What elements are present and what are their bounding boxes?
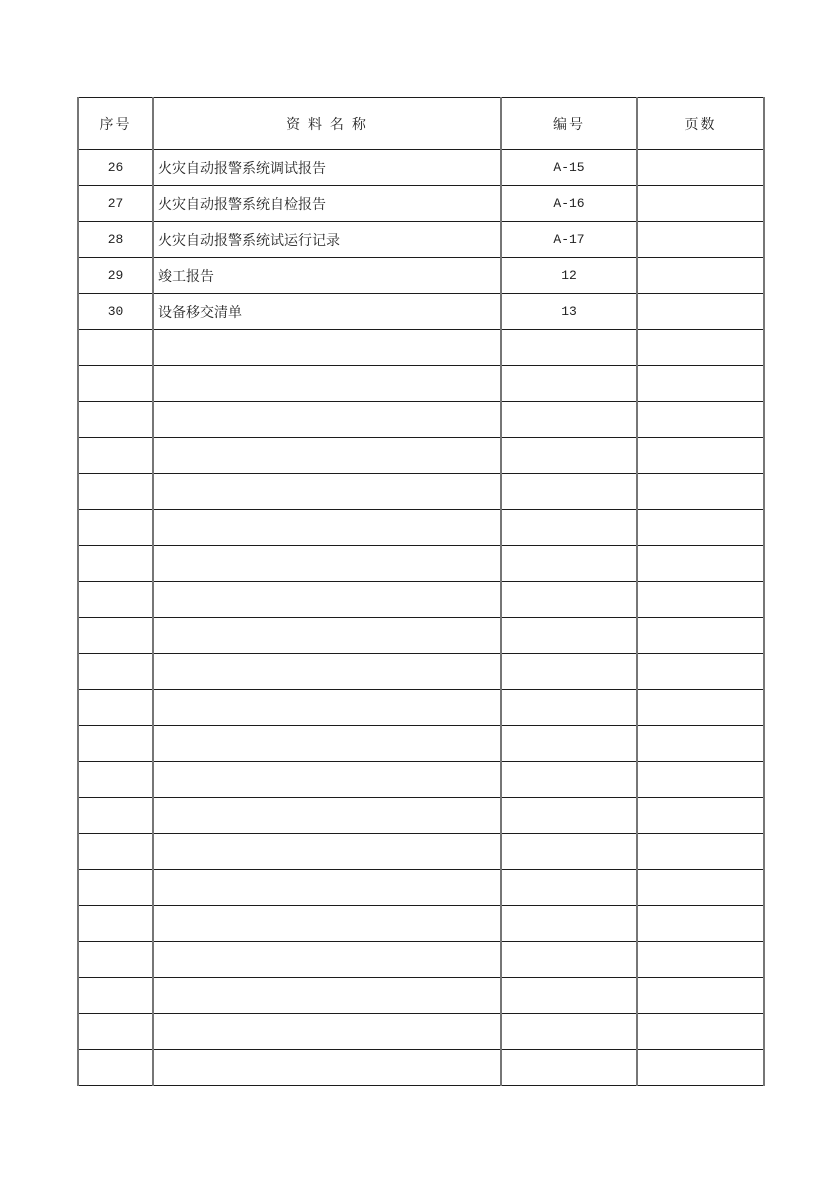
empty-row (78, 834, 764, 870)
empty-cell-pages (637, 978, 764, 1014)
empty-cell-code (501, 942, 637, 978)
empty-cell-code (501, 402, 637, 438)
empty-row (78, 654, 764, 690)
empty-row (78, 402, 764, 438)
empty-cell-code (501, 834, 637, 870)
header-cell-no: 序号 (78, 98, 153, 150)
empty-row (78, 510, 764, 546)
cell-name: 设备移交清单 (153, 294, 501, 330)
empty-cell-pages (637, 402, 764, 438)
empty-row (78, 762, 764, 798)
empty-cell-name (153, 870, 501, 906)
empty-cell-no (78, 510, 153, 546)
empty-cell-pages (637, 834, 764, 870)
empty-row (78, 870, 764, 906)
empty-row (78, 798, 764, 834)
empty-cell-name (153, 762, 501, 798)
empty-cell-no (78, 978, 153, 1014)
empty-cell-name (153, 402, 501, 438)
empty-cell-name (153, 366, 501, 402)
empty-cell-no (78, 690, 153, 726)
empty-cell-name (153, 654, 501, 690)
cell-pages (637, 294, 764, 330)
empty-row (78, 906, 764, 942)
empty-cell-no (78, 582, 153, 618)
empty-cell-code (501, 906, 637, 942)
cell-code: A-17 (501, 222, 637, 258)
empty-cell-name (153, 618, 501, 654)
materials-table (77, 97, 765, 1086)
empty-cell-no (78, 402, 153, 438)
empty-cell-pages (637, 438, 764, 474)
empty-row (78, 582, 764, 618)
cell-pages (637, 222, 764, 258)
empty-cell-pages (637, 942, 764, 978)
empty-row (78, 618, 764, 654)
empty-cell-no (78, 618, 153, 654)
empty-row (78, 942, 764, 978)
empty-cell-code (501, 330, 637, 366)
empty-cell-pages (637, 510, 764, 546)
empty-cell-name (153, 474, 501, 510)
empty-cell-pages (637, 654, 764, 690)
cell-no: 28 (78, 222, 153, 258)
empty-cell-code (501, 582, 637, 618)
empty-cell-code (501, 1050, 637, 1086)
empty-cell-name (153, 726, 501, 762)
empty-row (78, 546, 764, 582)
empty-cell-pages (637, 582, 764, 618)
empty-row (78, 474, 764, 510)
empty-cell-name (153, 906, 501, 942)
empty-cell-no (78, 330, 153, 366)
cell-no: 29 (78, 258, 153, 294)
empty-row (78, 1050, 764, 1086)
empty-cell-code (501, 726, 637, 762)
empty-cell-code (501, 762, 637, 798)
empty-cell-name (153, 978, 501, 1014)
empty-cell-no (78, 1014, 153, 1050)
table-row (78, 258, 764, 294)
cell-code: 12 (501, 258, 637, 294)
empty-cell-code (501, 798, 637, 834)
empty-cell-pages (637, 690, 764, 726)
empty-cell-no (78, 438, 153, 474)
empty-cell-code (501, 870, 637, 906)
cell-no: 30 (78, 294, 153, 330)
empty-cell-pages (637, 366, 764, 402)
header-cell-pages: 页数 (637, 98, 764, 150)
empty-cell-pages (637, 870, 764, 906)
empty-row (78, 978, 764, 1014)
empty-row (78, 690, 764, 726)
empty-cell-code (501, 474, 637, 510)
empty-cell-code (501, 510, 637, 546)
empty-cell-pages (637, 906, 764, 942)
empty-cell-no (78, 654, 153, 690)
table-row (78, 186, 764, 222)
empty-cell-pages (637, 798, 764, 834)
empty-cell-pages (637, 618, 764, 654)
cell-no: 27 (78, 186, 153, 222)
empty-cell-name (153, 546, 501, 582)
cell-pages (637, 150, 764, 186)
cell-code: A-16 (501, 186, 637, 222)
empty-cell-pages (637, 726, 764, 762)
empty-cell-pages (637, 330, 764, 366)
empty-cell-code (501, 546, 637, 582)
header-cell-name: 资 料 名 称 (153, 98, 501, 150)
empty-row (78, 366, 764, 402)
empty-cell-name (153, 1050, 501, 1086)
empty-cell-no (78, 906, 153, 942)
empty-cell-name (153, 438, 501, 474)
cell-name: 火灾自动报警系统自检报告 (153, 186, 501, 222)
empty-cell-pages (637, 1050, 764, 1086)
header-row (78, 98, 764, 150)
empty-cell-pages (637, 1014, 764, 1050)
empty-cell-name (153, 690, 501, 726)
cell-name: 竣工报告 (153, 258, 501, 294)
empty-cell-code (501, 618, 637, 654)
cell-name: 火灾自动报警系统试运行记录 (153, 222, 501, 258)
empty-cell-code (501, 366, 637, 402)
empty-row (78, 1014, 764, 1050)
cell-no: 26 (78, 150, 153, 186)
cell-code: 13 (501, 294, 637, 330)
empty-cell-no (78, 942, 153, 978)
table-row (78, 222, 764, 258)
empty-row (78, 438, 764, 474)
empty-row (78, 330, 764, 366)
empty-cell-name (153, 1014, 501, 1050)
empty-cell-name (153, 330, 501, 366)
empty-cell-code (501, 690, 637, 726)
header-cell-code: 编号 (501, 98, 637, 150)
empty-cell-name (153, 510, 501, 546)
empty-row (78, 726, 764, 762)
cell-pages (637, 186, 764, 222)
empty-cell-name (153, 942, 501, 978)
cell-pages (637, 258, 764, 294)
empty-cell-no (78, 798, 153, 834)
empty-cell-no (78, 870, 153, 906)
empty-cell-no (78, 1050, 153, 1086)
empty-cell-pages (637, 762, 764, 798)
empty-cell-no (78, 762, 153, 798)
empty-cell-code (501, 438, 637, 474)
table-row (78, 150, 764, 186)
empty-cell-name (153, 582, 501, 618)
empty-cell-code (501, 1014, 637, 1050)
table-row (78, 294, 764, 330)
empty-cell-name (153, 834, 501, 870)
empty-cell-no (78, 474, 153, 510)
empty-cell-no (78, 834, 153, 870)
cell-code: A-15 (501, 150, 637, 186)
cell-name: 火灾自动报警系统调试报告 (153, 150, 501, 186)
empty-cell-code (501, 654, 637, 690)
empty-cell-no (78, 546, 153, 582)
empty-cell-no (78, 726, 153, 762)
empty-cell-pages (637, 546, 764, 582)
empty-cell-code (501, 978, 637, 1014)
empty-cell-no (78, 366, 153, 402)
empty-cell-name (153, 798, 501, 834)
empty-cell-pages (637, 474, 764, 510)
